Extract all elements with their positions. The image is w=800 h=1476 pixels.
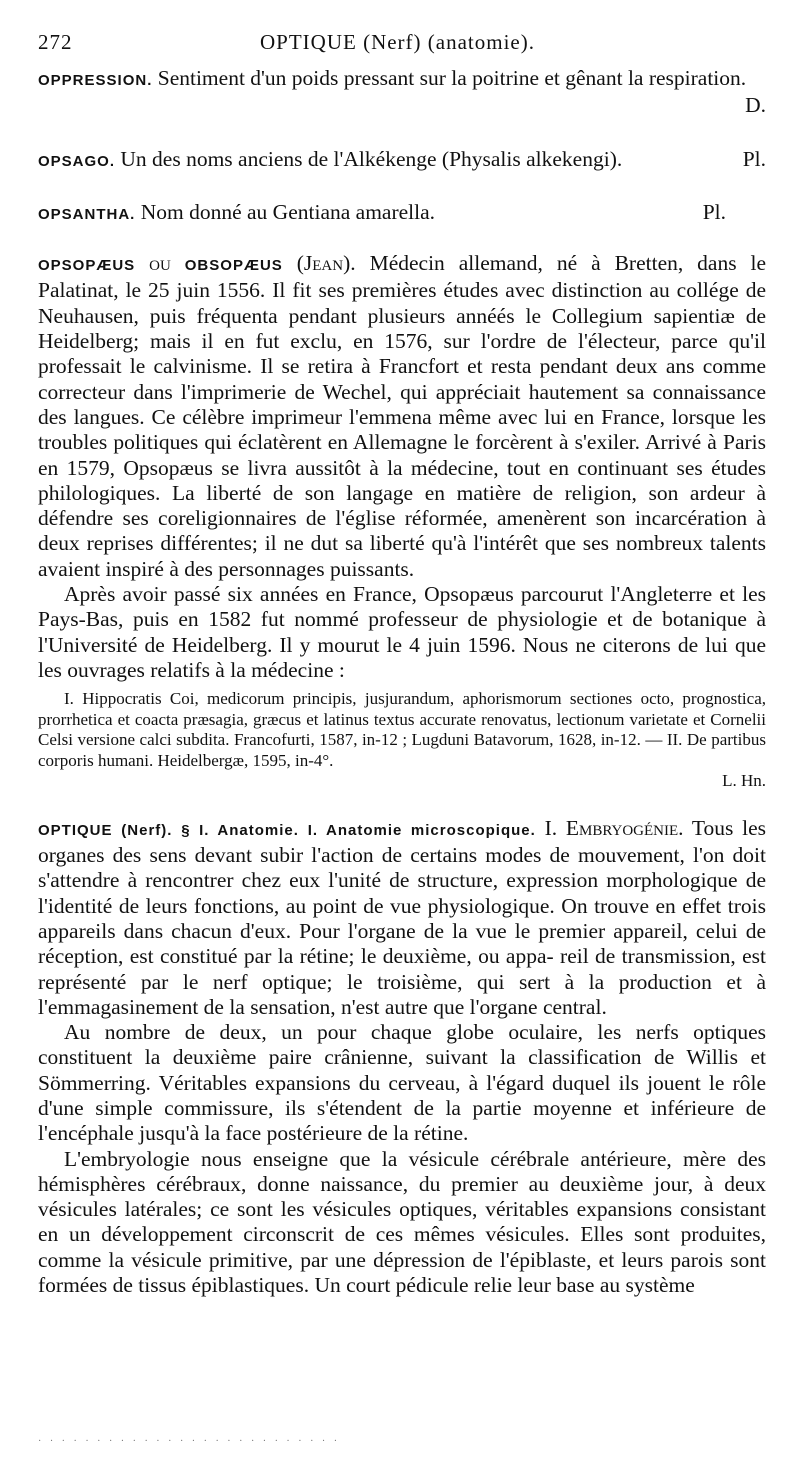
entry-subject: (Jean).	[296, 251, 356, 276]
bibliography	[38, 689, 766, 792]
entry-text: Nom donné au Gentiana amarella.	[140, 199, 436, 224]
entry-oppression	[38, 66, 766, 119]
section-heading: § I. Anatomie.	[181, 821, 299, 839]
page-number: 272	[38, 30, 73, 54]
division-heading: I. Embryogénie.	[544, 815, 684, 840]
entry-paragraph: Au nombre de deux, un pour chaque globe oculaire, les nerfs optiques constituent la deuxième paire crânienne, suivant la classification de Willis et Sömmerring. Véritables expansions du cerveau, à l'égard duquel ils jouent le rôle d'une simple commissure, ils s'étendent de la partie moyenne et inférieure de l'encéphale jusqu'à la face postérieure de la rétine.	[38, 1020, 766, 1146]
entry-text: Un des noms anciens de l'Alkékenge (Physalis alkekengi).	[120, 146, 623, 171]
entry-paragraph: Tous les organes des sens devant subir l'action de certains modes de mouvement, l'on doit s'attendre à rencontrer chez eux l'unité de structure, expression morphologique de l'identité de leurs fonctions, au point de vue physiologique. On trouve en effet trois appareils dans chacun d'eux. Pour l'organe de la vue le premier appareil, celui de réception, est constitué par la rétine; le deuxième, ou appa- reil de transmission, est représenté par le nerf optique; le troisième, qui sert à la production et à l'emmagasinement de la sensation, n'est autre que l'organe central.	[38, 815, 767, 1019]
entry-opsopaeus	[38, 251, 766, 582]
headword-qualifier: (Nerf).	[121, 821, 173, 839]
entry-paragraph: Après avoir passé six années en France, Opsopæus parcourut l'Angleterre et les Pays-Bas, puis en 1582 fut nommé professeur de physiologie et de botanique à l'Université de Heidelberg. Il y mourut le 4 juin 1596. Nous ne citerons de lui que les ouvrages relatifs à la médecine :	[38, 582, 766, 682]
headword-connector: ou	[149, 251, 171, 276]
page-body	[38, 66, 766, 1298]
headword: OPSAGO.	[38, 152, 116, 170]
entry-text: Sentiment d'un poids pressant sur la poitrine et gênant la respiration.	[157, 66, 747, 90]
subsection-heading: I. Anatomie microscopique.	[307, 821, 536, 839]
bibliography-text: I. Hippocratis Coi, medicorum principis, jusjurandum, aphorismorum sectiones octo, prognostica, prorrhetica et coacta præsagia, græcus et latinus textus accurate renovatus, lectionum varietate et Cornelii Celsi versione calci subdita. Francofurti, 1587, in-12 ; Lugduni Batavorum, 1628, in-12. — II. De partibus corporis humani. Heidelbergæ, 1595, in-4°.	[38, 689, 766, 770]
entry-optique	[38, 816, 766, 1020]
entry-paragraph: L'embryologie nous enseigne que la vésicule cérébrale antérieure, mère des hémisphères cérébraux, donne naissance, du premier au deuxième jour, à deux vésicules latérales; ce sont les vésicules optiques, véritables expansions consistant en un développement circonscrit de ces mêmes vésicules. Elles sont produites, comme la vésicule primitive, par une dépression de l'épiblaste, et leurs parois sont formées de tissus épiblastiques. Un court pédicule relie leur base au système	[38, 1146, 766, 1298]
entry-opsago	[38, 147, 766, 174]
author-signature: D.	[745, 93, 766, 118]
entry-paragraph: Médecin allemand, né à Bretten, dans le Palatinat, le 25 juin 1556. Il fit ses premières études avec distinction au collége de Neuhausen, puis fréquenta pendant plusieurs annéés le Collegium sapientiæ de Heidelberg; mais il en fut exclu, en 1576, sur l'ordre de l'électeur, parce qu'il professait le calvinisme. Il se retira à Francfort et resta pendant deux ans comme correcteur dans l'imprimerie de Wechel, qui appréciait hautement sa connaissance des langues. Ce célèbre imprimeur l'emmena même avec lui en France, lorsque les troubles politiques qui éclatèrent en Allemagne le forcèrent à s'exiler. Arrivé à Paris en 1579, Opsopæus se livra aussitôt à la médecine, tout en continuant ses études philologiques. La liberté de son langage en matière de religion, son ardeur à défendre ses coreligionnaires de l'église réformée, amenèrent son incarcération à deux reprises différentes; il ne dut sa liberté qu'à l'intérêt que ses nombreux talents avaient inspiré à des personnages puissants.	[38, 251, 767, 581]
page-bottom-rule: · · · · · · · · · · · · · · · · · · · · · · · · · ·	[38, 1436, 341, 1447]
author-signature: Pl.	[702, 199, 726, 224]
headword: OPTIQUE	[38, 821, 113, 839]
author-signature: L. Hn.	[722, 771, 766, 791]
running-header	[38, 30, 762, 60]
headword-variant: OBSOPÆUS	[184, 257, 283, 275]
author-signature: Pl.	[742, 146, 766, 171]
headword: OPPRESSION.	[38, 72, 153, 89]
running-title: OPTIQUE (Nerf) (anatomie).	[260, 30, 535, 54]
headword: OPSOPÆUS	[38, 257, 136, 275]
headword: OPSANTHA.	[38, 205, 136, 223]
entry-opsantha	[38, 200, 766, 227]
